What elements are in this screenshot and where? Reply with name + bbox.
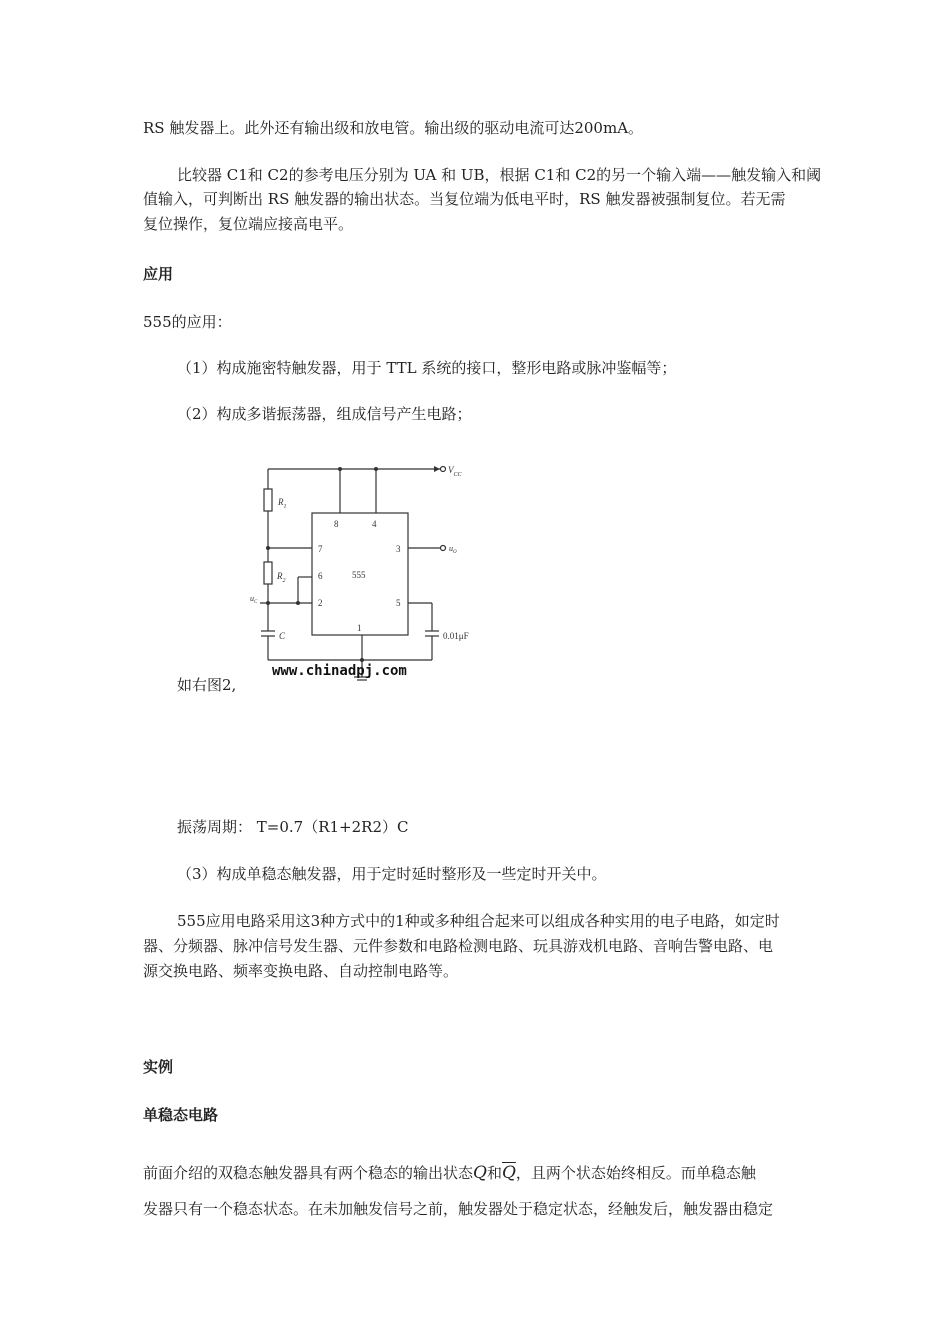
- paragraph-line: 发器只有一个稳态状态。在未加触发信号之前，触发器处于稳定状态，经触发后，触发器由稳定: [143, 1200, 774, 1218]
- paragraph-line: RS 触发器上。此外还有输出级和放电管。输出级的驱动电流可达200mA。: [143, 119, 644, 137]
- pin4-label: 4: [372, 519, 377, 529]
- section-heading-example: 实例: [143, 1058, 174, 1076]
- r1-label: $R_1$: [278, 497, 287, 510]
- text-span: 前面介绍的双稳态触发器具有两个稳态的输出状态: [143, 1164, 474, 1182]
- pin6-label: 6: [318, 571, 323, 581]
- uc-label: $u_C$: [250, 594, 258, 605]
- pin5-label: 5: [396, 598, 401, 608]
- r2-label: $R_2$: [277, 571, 286, 584]
- paragraph-line: 555应用电路采用这3种方式中的1种或多种组合起来可以组成各种实用的电子电路，如定时: [177, 912, 780, 930]
- paragraph-line: 比较器 C1和 C2的参考电压分别为 UA 和 UB，根据 C1和 C2的另一个输入端——触发输入和阈: [177, 166, 822, 184]
- text-span: ，且两个状态始终相反。而单稳态触: [515, 1164, 756, 1182]
- uo-label: $u_O$: [449, 544, 457, 555]
- q-symbol: Q: [473, 1163, 487, 1183]
- paragraph-line: [143, 1161, 756, 1185]
- list-item: （2）构成多谐振荡器，组成信号产生电路；: [177, 405, 472, 423]
- pin7-label: 7: [318, 544, 323, 554]
- pin8-label: 8: [334, 519, 339, 529]
- pin2-label: 2: [318, 598, 323, 608]
- pin1-label: 1: [357, 623, 362, 633]
- section-heading-application: 应用: [143, 265, 174, 283]
- q-bar-symbol: $\overline{Q}$: [501, 1163, 516, 1183]
- text-span: 和: [486, 1164, 502, 1182]
- paragraph-line: 555的应用：: [143, 313, 232, 331]
- chip-label: 555: [352, 570, 366, 580]
- paragraph-line: 值输入，可判断出 RS 触发器的输出状态。当复位端为低电平时，RS 触发器被强制复位。若无需: [143, 190, 786, 208]
- period-formula: 振荡周期： T=0.7（R1+2R2）C: [177, 818, 409, 836]
- list-item: （1）构成施密特触发器，用于 TTL 系统的接口，整形电路或脉冲鉴幅等；: [177, 359, 677, 377]
- capacitor-c-label: C: [279, 631, 286, 641]
- figure-caption: 如右图2,: [177, 676, 237, 694]
- vcc-label: $V_{CC}$: [448, 465, 462, 478]
- paragraph-line: 器、分频器、脉冲信号发生器、元件参数和电路检测电路、玩具游戏机电路、音响告警电路、电: [143, 937, 774, 955]
- list-item: （3）构成单稳态触发器，用于定时延时整形及一些定时开关中。: [177, 865, 607, 883]
- paragraph-line: 源交换电路、频率变换电路、自动控制电路等。: [143, 962, 459, 980]
- watermark: www.chinadpj.com: [272, 663, 407, 679]
- paragraph-line: 复位操作，复位端应接高电平。: [143, 215, 354, 233]
- circuit-diagram-555-astable: [250, 455, 470, 685]
- pin3-label: 3: [396, 544, 401, 554]
- subsection-heading-monostable: 单稳态电路: [143, 1106, 219, 1124]
- capacitor-001-label: 0.01μF: [443, 631, 469, 641]
